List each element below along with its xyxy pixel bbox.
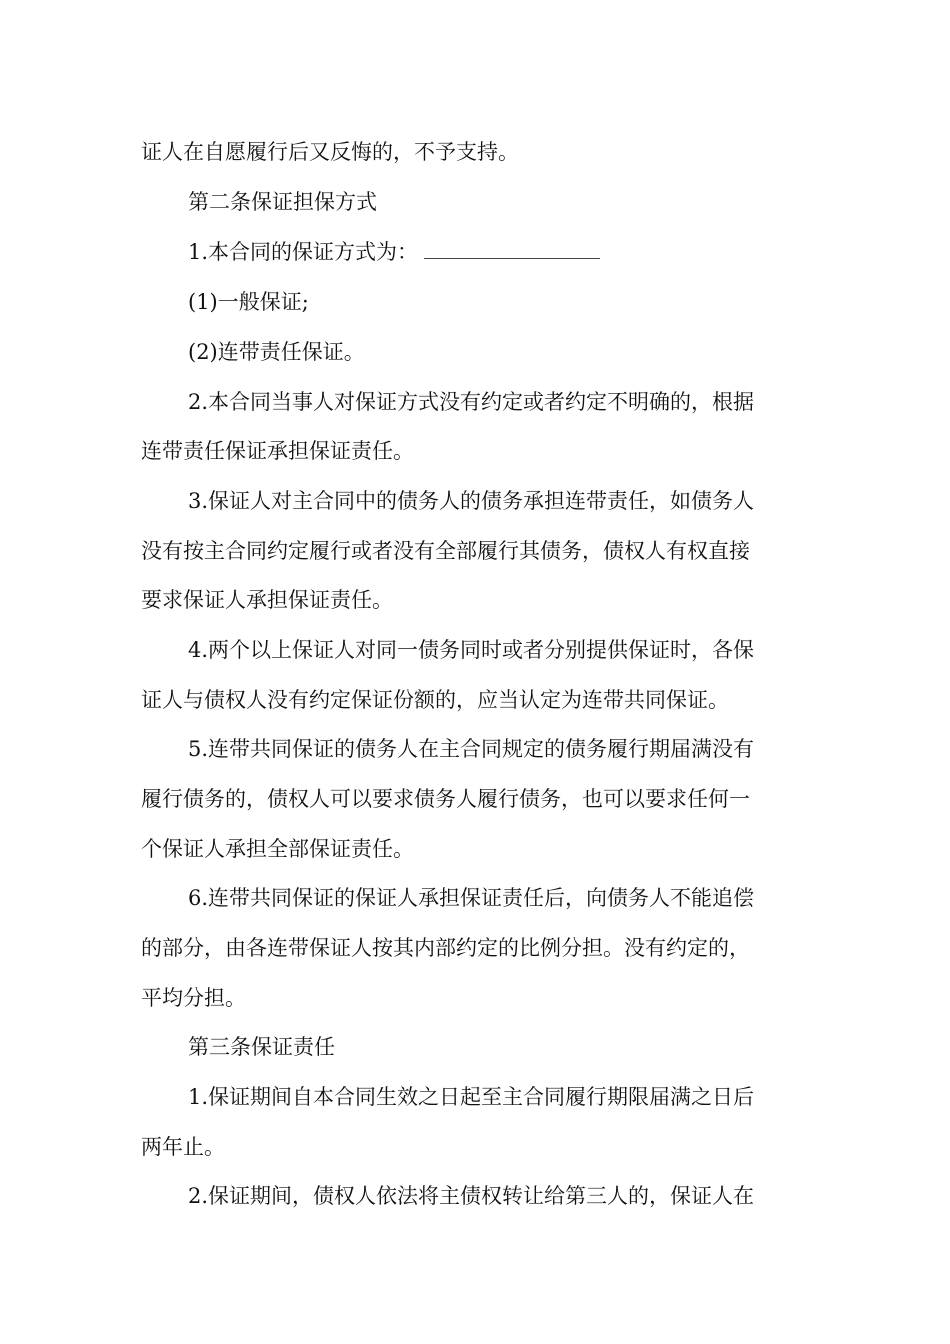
text-line: 2.保证期间，债权人依法将主债权转让给第三人的，保证人在 (188, 1184, 755, 1208)
text-line-with-blank (188, 238, 600, 266)
text-line: 6.连带共同保证的保证人承担保证责任后，向债务人不能追偿 (188, 886, 755, 910)
article-heading: 第三条保证责任 (188, 1035, 335, 1059)
fill-in-blank[interactable] (424, 238, 600, 259)
text-line: 3.保证人对主合同中的债务人的债务承担连带责任，如债务人 (188, 489, 755, 513)
article-heading: 第二条保证担保方式 (188, 190, 377, 214)
text-line: 1.保证期间自本合同生效之日起至主合同履行期限届满之日后 (188, 1085, 755, 1109)
text-line: 2.本合同当事人对保证方式没有约定或者约定不明确的，根据 (188, 390, 755, 414)
text-line: 证人与债权人没有约定保证份额的，应当认定为连带共同保证。 (141, 688, 729, 712)
text-line: 两年止。 (141, 1135, 225, 1159)
text-line: 要求保证人承担保证责任。 (141, 588, 393, 612)
text-line: 4.两个以上保证人对同一债务同时或者分别提供保证时，各保 (188, 638, 755, 662)
text-line: 的部分，由各连带保证人按其内部约定的比例分担。没有约定的， (141, 936, 750, 960)
text-line: 证人在自愿履行后又反悔的，不予支持。 (141, 140, 519, 164)
text-line: 个保证人承担全部保证责任。 (141, 837, 414, 861)
text-line: 平均分担。 (141, 986, 246, 1010)
text-line: (1)一般保证; (188, 290, 309, 314)
text-line: 连带责任保证承担保证责任。 (141, 439, 414, 463)
text-line: (2)连带责任保证。 (188, 340, 365, 364)
text-line: 1.本合同的保证方式为： (188, 240, 419, 264)
text-line: 5.连带共同保证的债务人在主合同规定的债务履行期届满没有 (188, 737, 755, 761)
text-line: 没有按主合同约定履行或者没有全部履行其债务，债权人有权直接 (141, 539, 750, 563)
text-line: 履行债务的，债权人可以要求债务人履行债务，也可以要求任何一 (141, 787, 750, 811)
